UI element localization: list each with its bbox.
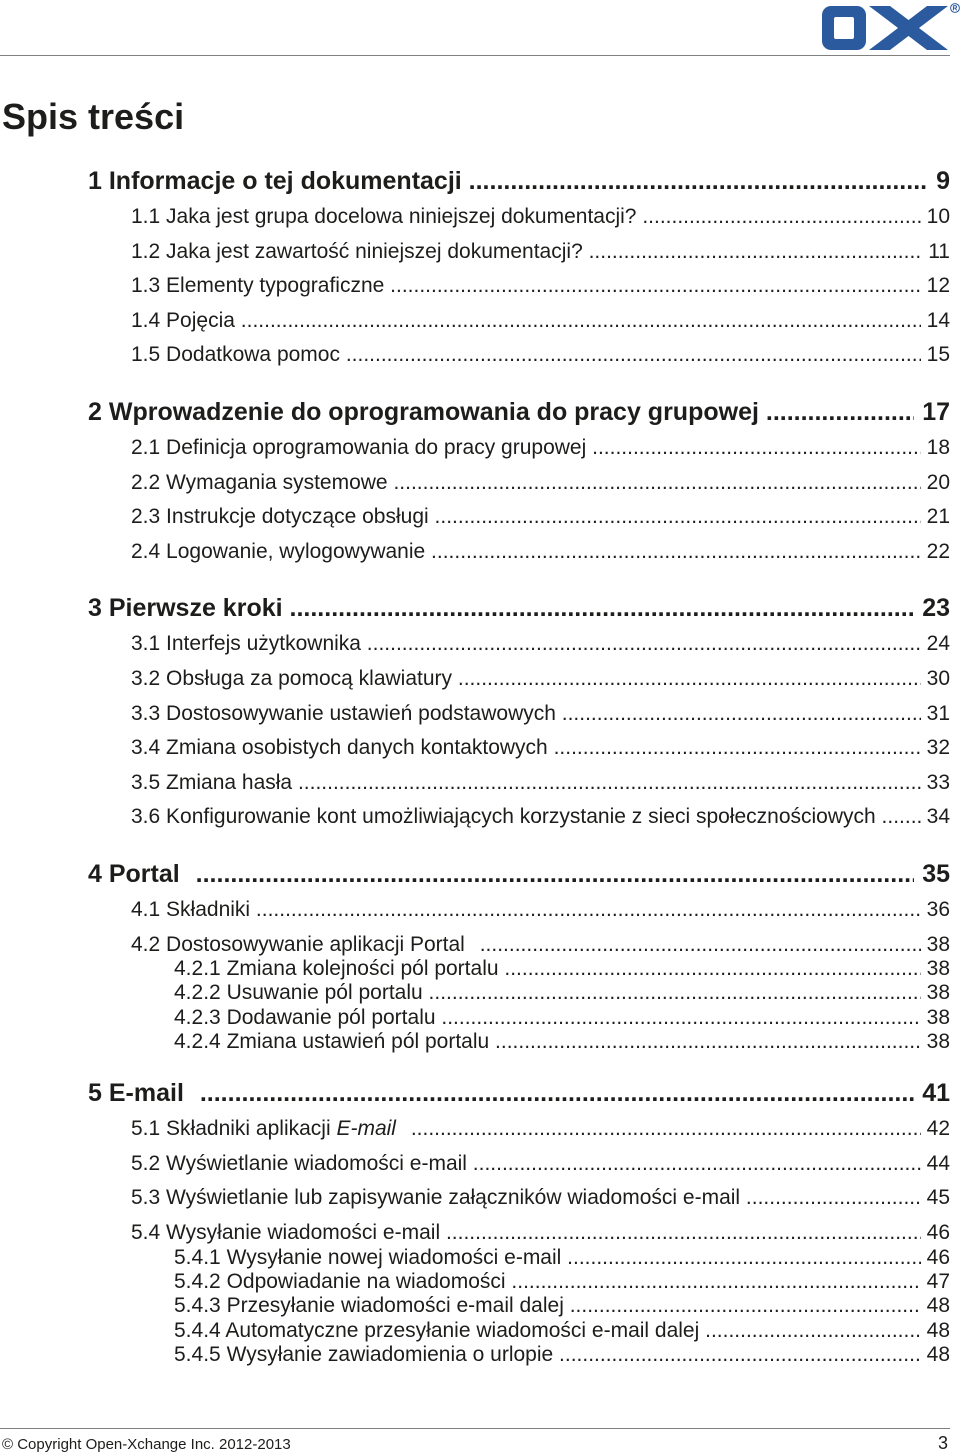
toc-subentry-title: Przesyłanie wiadomości e-mail dalej — [226, 1294, 564, 1318]
toc-entry-number: 1.4 — [131, 308, 161, 332]
toc-entry[interactable] — [0, 893, 950, 928]
footer-copyright: © Copyright Open-Xchange Inc. 2012-2013 — [2, 1436, 291, 1453]
toc-chapter-title: E-mail — [108, 1079, 184, 1108]
registered-mark-icon — [951, 4, 960, 13]
toc-entry-title: Jaka jest zawartość niniejszej dokumentacji? — [166, 239, 583, 263]
toc-entry-number: 5.1 — [131, 1117, 161, 1141]
toc-subentry-number: 5.4.2 — [174, 1269, 221, 1293]
toc-entry-title: Składniki — [166, 897, 251, 921]
toc-page-number: 30 — [926, 666, 950, 690]
toc-entry-title: Składniki aplikacji — [166, 1117, 331, 1141]
toc-page-number: 41 — [922, 1079, 950, 1108]
toc-page-number: 17 — [922, 397, 950, 426]
toc-chapter — [0, 589, 950, 835]
toc-subentry[interactable] — [0, 1319, 950, 1343]
toc-entry-label — [131, 662, 921, 697]
toc-subentry-group — [0, 1246, 950, 1367]
toc-entry[interactable] — [0, 766, 950, 801]
toc-chapter-label — [88, 162, 928, 200]
toc-chapter-number: 3 — [88, 594, 102, 623]
toc-page-number: 38 — [926, 1005, 950, 1029]
toc-page-number: 12 — [926, 274, 950, 298]
toc-entry-number: 1.2 — [131, 239, 161, 263]
toc-page-number: 35 — [922, 859, 950, 888]
toc-subentry-number: 5.4.4 — [174, 1318, 221, 1342]
toc-entry-number: 3.1 — [131, 632, 161, 656]
toc-page-number: 36 — [926, 897, 950, 921]
toc-entry-label — [131, 235, 922, 270]
toc-page-number: 24 — [926, 632, 950, 656]
toc-entry-number: 1.5 — [131, 343, 161, 367]
toc-page-number: 44 — [926, 1151, 950, 1175]
toc-chapter-heading[interactable] — [0, 162, 950, 200]
toc-entry-title: Dostosowywanie aplikacji Portal — [166, 932, 465, 956]
toc-entry-title: Zmiana hasła — [166, 770, 293, 794]
toc-entry[interactable] — [0, 731, 950, 766]
toc-entry-title: Definicja oprogramowania do pracy grupowej — [166, 435, 587, 459]
toc-entry-title: Zmiana osobistych danych kontaktowych — [166, 736, 548, 760]
toc-chapter-number: 5 — [88, 1079, 102, 1108]
toc-entry-number: 3.4 — [131, 736, 161, 760]
toc-subentry-title: Automatyczne przesyłanie wiadomości e-mail dalej — [225, 1318, 700, 1342]
toc-chapter-number: 2 — [88, 397, 102, 426]
toc-entry-title: Wyświetlanie lub zapisywanie załączników wiadomości e-mail — [166, 1186, 741, 1210]
toc-entry-number: 2.4 — [131, 539, 161, 563]
toc-subentry-title: Wysyłanie zawiadomienia o urlopie — [226, 1342, 554, 1366]
toc-page-number: 14 — [926, 308, 950, 332]
toc-page-number: 45 — [926, 1186, 950, 1210]
toc-entry-number: 3.6 — [131, 805, 161, 829]
toc-subentry-number: 4.2.4 — [174, 1029, 221, 1053]
footer-rule — [0, 1428, 950, 1429]
toc-entry-title: Konfigurowanie kont umożliwiających korzystanie z sieci społecznościowych — [166, 805, 876, 829]
toc-entry-label — [131, 766, 921, 801]
ox-logo — [820, 2, 960, 52]
toc-entry-title: Pojęcia — [166, 308, 235, 332]
toc-page-number: 11 — [928, 239, 950, 263]
toc-entry-title: Instrukcje dotyczące obsługi — [166, 505, 429, 529]
toc-chapter — [0, 855, 950, 1054]
toc-page-number: 34 — [926, 805, 950, 829]
toc-chapter — [0, 1074, 950, 1367]
toc-entry-number: 2.2 — [131, 470, 161, 494]
toc-chapter-heading[interactable] — [0, 589, 950, 627]
toc-chapter-number: 4 — [88, 859, 102, 888]
toc-subentry-number: 4.2.3 — [174, 1005, 221, 1029]
toc-entry-label — [131, 466, 921, 501]
toc-entry[interactable] — [0, 200, 950, 235]
logo-letter-x — [869, 6, 948, 50]
toc-subentry[interactable] — [0, 1006, 950, 1030]
toc-entry-label — [131, 627, 921, 662]
toc-entry-number: 5.4 — [131, 1221, 161, 1245]
toc-subentry-group — [0, 957, 950, 1054]
toc-entry-label — [131, 269, 921, 304]
toc-subentry-title: Wysyłanie nowej wiadomości e-mail — [226, 1245, 562, 1269]
toc-subentry-number: 5.4.1 — [174, 1245, 221, 1269]
toc-subentry-number: 4.2.2 — [174, 981, 221, 1005]
toc-entry-title: Obsługa za pomocą klawiatury — [166, 666, 453, 690]
toc-entry-title-italic: E-mail — [336, 1117, 396, 1141]
toc-chapter-title: Portal — [108, 859, 180, 888]
toc-subentry-label — [174, 1246, 921, 1270]
toc-entry-number: 3.5 — [131, 770, 161, 794]
toc-subentry[interactable] — [0, 981, 950, 1005]
toc-entry-number: 5.3 — [131, 1186, 161, 1210]
toc-subentry-number: 5.4.5 — [174, 1342, 221, 1366]
toc-page-number: 9 — [936, 167, 950, 195]
toc-entry-label — [131, 1181, 921, 1216]
toc-entry-number: 3.3 — [131, 701, 161, 725]
footer-page-number: 3 — [937, 1433, 948, 1453]
toc-page-number: 33 — [926, 770, 950, 794]
toc-chapter-label — [88, 393, 914, 431]
toc-entry-title: Interfejs użytkownika — [166, 632, 361, 656]
toc-subentry-label — [174, 1270, 921, 1294]
toc-entry[interactable] — [0, 1112, 950, 1147]
toc-entry-label — [131, 1112, 921, 1147]
toc-entry[interactable] — [0, 535, 950, 570]
toc-page-number: 22 — [926, 539, 950, 563]
toc-entry[interactable] — [0, 1147, 950, 1182]
page-title: Spis treści — [2, 96, 185, 137]
toc-page-number: 48 — [926, 1342, 950, 1366]
toc-subentry-label — [174, 1343, 921, 1367]
toc-page-number: 48 — [926, 1318, 950, 1342]
toc-entry-label — [131, 800, 921, 835]
toc-page-number: 48 — [926, 1294, 950, 1318]
toc-entry-title: Logowanie, wylogowywanie — [166, 539, 426, 563]
toc-subentry-title: Odpowiadanie na wiadomości — [226, 1269, 506, 1293]
toc-subentry-label — [174, 1319, 921, 1343]
toc-chapter-title: Wprowadzenie do oprogramowania do pracy grupowej — [108, 397, 759, 426]
toc-entry-number: 5.2 — [131, 1151, 161, 1175]
toc-entry[interactable] — [0, 800, 950, 835]
toc-entry-label — [131, 200, 921, 235]
toc-subentry-number: 4.2.1 — [174, 957, 221, 981]
header-rule — [0, 55, 950, 56]
toc-chapter-heading[interactable] — [0, 855, 950, 893]
toc-page-number: 18 — [926, 435, 950, 459]
toc-entry[interactable] — [0, 235, 950, 270]
toc-entry[interactable] — [0, 338, 950, 373]
toc-subentry-label — [174, 1006, 921, 1030]
toc-entry-title: Elementy typograficzne — [166, 274, 385, 298]
toc-subentry[interactable] — [0, 1030, 950, 1054]
logo-letter-o — [822, 6, 866, 50]
toc-chapter-label — [88, 589, 914, 627]
toc-page-number: 23 — [922, 594, 950, 623]
toc-entry-number: 2.1 — [131, 435, 161, 459]
toc-page-number: 38 — [926, 932, 950, 956]
toc-subentry[interactable] — [0, 1294, 950, 1318]
toc-entry-label — [131, 731, 921, 766]
toc-entry-number: 4.1 — [131, 897, 161, 921]
toc-page-number: 32 — [926, 736, 950, 760]
toc-page-number: 38 — [926, 981, 950, 1005]
toc-entry-title: Wymagania systemowe — [166, 470, 388, 494]
toc-chapter — [0, 162, 950, 373]
toc-chapter-title: Pierwsze kroki — [108, 594, 283, 623]
toc-page-number: 46 — [926, 1221, 950, 1245]
toc-subentry-label — [174, 1030, 921, 1054]
toc-page-number: 38 — [926, 1029, 950, 1053]
toc-subentry-label — [174, 957, 921, 981]
toc-chapter-heading[interactable] — [0, 1074, 950, 1112]
toc-entry-number: 4.2 — [131, 932, 161, 956]
toc-page-number: 10 — [926, 205, 950, 228]
toc-entry-title: Dodatkowa pomoc — [166, 343, 340, 367]
toc-chapter-label — [88, 855, 914, 893]
toc-subentry[interactable] — [0, 1343, 950, 1367]
toc-entry[interactable] — [0, 431, 950, 466]
toc-page-number: 47 — [926, 1269, 950, 1293]
toc-entry-label — [131, 535, 921, 570]
toc-subentry-label — [174, 1294, 921, 1318]
toc-entry[interactable] — [0, 662, 950, 697]
toc-page-number: 15 — [926, 343, 950, 367]
toc-page-number: 38 — [926, 957, 950, 981]
toc-entry-label — [131, 1147, 921, 1182]
toc-entry-number: 1.3 — [131, 274, 161, 298]
toc-chapter-number: 1 — [88, 167, 102, 195]
toc-entry-label — [131, 304, 921, 339]
toc-page-number: 42 — [926, 1117, 950, 1141]
toc-entry[interactable] — [0, 1181, 950, 1216]
toc-subentry-title: Usuwanie pól portalu — [226, 981, 423, 1005]
toc-subentry-title: Zmiana ustawień pól portalu — [226, 1029, 490, 1053]
toc-chapter-label — [88, 1074, 914, 1112]
toc-entry-label — [131, 500, 921, 535]
toc-chapter-title: Informacje o tej dokumentacji — [108, 167, 462, 195]
toc-subentry-label — [174, 981, 921, 1005]
toc-subentry-number: 5.4.3 — [174, 1294, 221, 1318]
toc-entry-number: 3.2 — [131, 666, 161, 690]
toc-subentry-title: Dodawanie pól portalu — [226, 1005, 436, 1029]
toc-entry-number: 1.1 — [131, 205, 161, 228]
toc-page-number: 20 — [926, 470, 950, 494]
toc-entry-title: Wyświetlanie wiadomości e-mail — [166, 1151, 467, 1175]
toc-entry[interactable] — [0, 466, 950, 501]
toc-page-number: 46 — [926, 1245, 950, 1269]
toc-entry-number: 2.3 — [131, 505, 161, 529]
toc-entry-title: Dostosowywanie ustawień podstawowych — [166, 701, 556, 725]
toc-entry[interactable] — [0, 500, 950, 535]
toc-entry-label — [131, 893, 921, 928]
table-of-contents — [0, 142, 950, 1372]
toc-chapter-heading[interactable] — [0, 393, 950, 431]
toc-entry-title: Jaka jest grupa docelowa niniejszej dokumentacji? — [166, 205, 637, 228]
toc-page-number: 21 — [926, 505, 950, 529]
toc-subentry[interactable] — [0, 1270, 950, 1294]
toc-entry[interactable] — [0, 627, 950, 662]
toc-subentry-title: Zmiana kolejności pól portalu — [226, 957, 499, 981]
toc-page-number: 31 — [926, 701, 950, 725]
toc-entry[interactable] — [0, 697, 950, 732]
toc-entry-label — [131, 697, 921, 732]
toc-entry-label — [131, 431, 921, 466]
toc-entry-title: Wysyłanie wiadomości e-mail — [166, 1221, 441, 1245]
toc-entry[interactable] — [0, 269, 950, 304]
toc-entry[interactable] — [0, 304, 950, 339]
toc-entry-label — [131, 338, 921, 373]
toc-chapter — [0, 393, 950, 569]
